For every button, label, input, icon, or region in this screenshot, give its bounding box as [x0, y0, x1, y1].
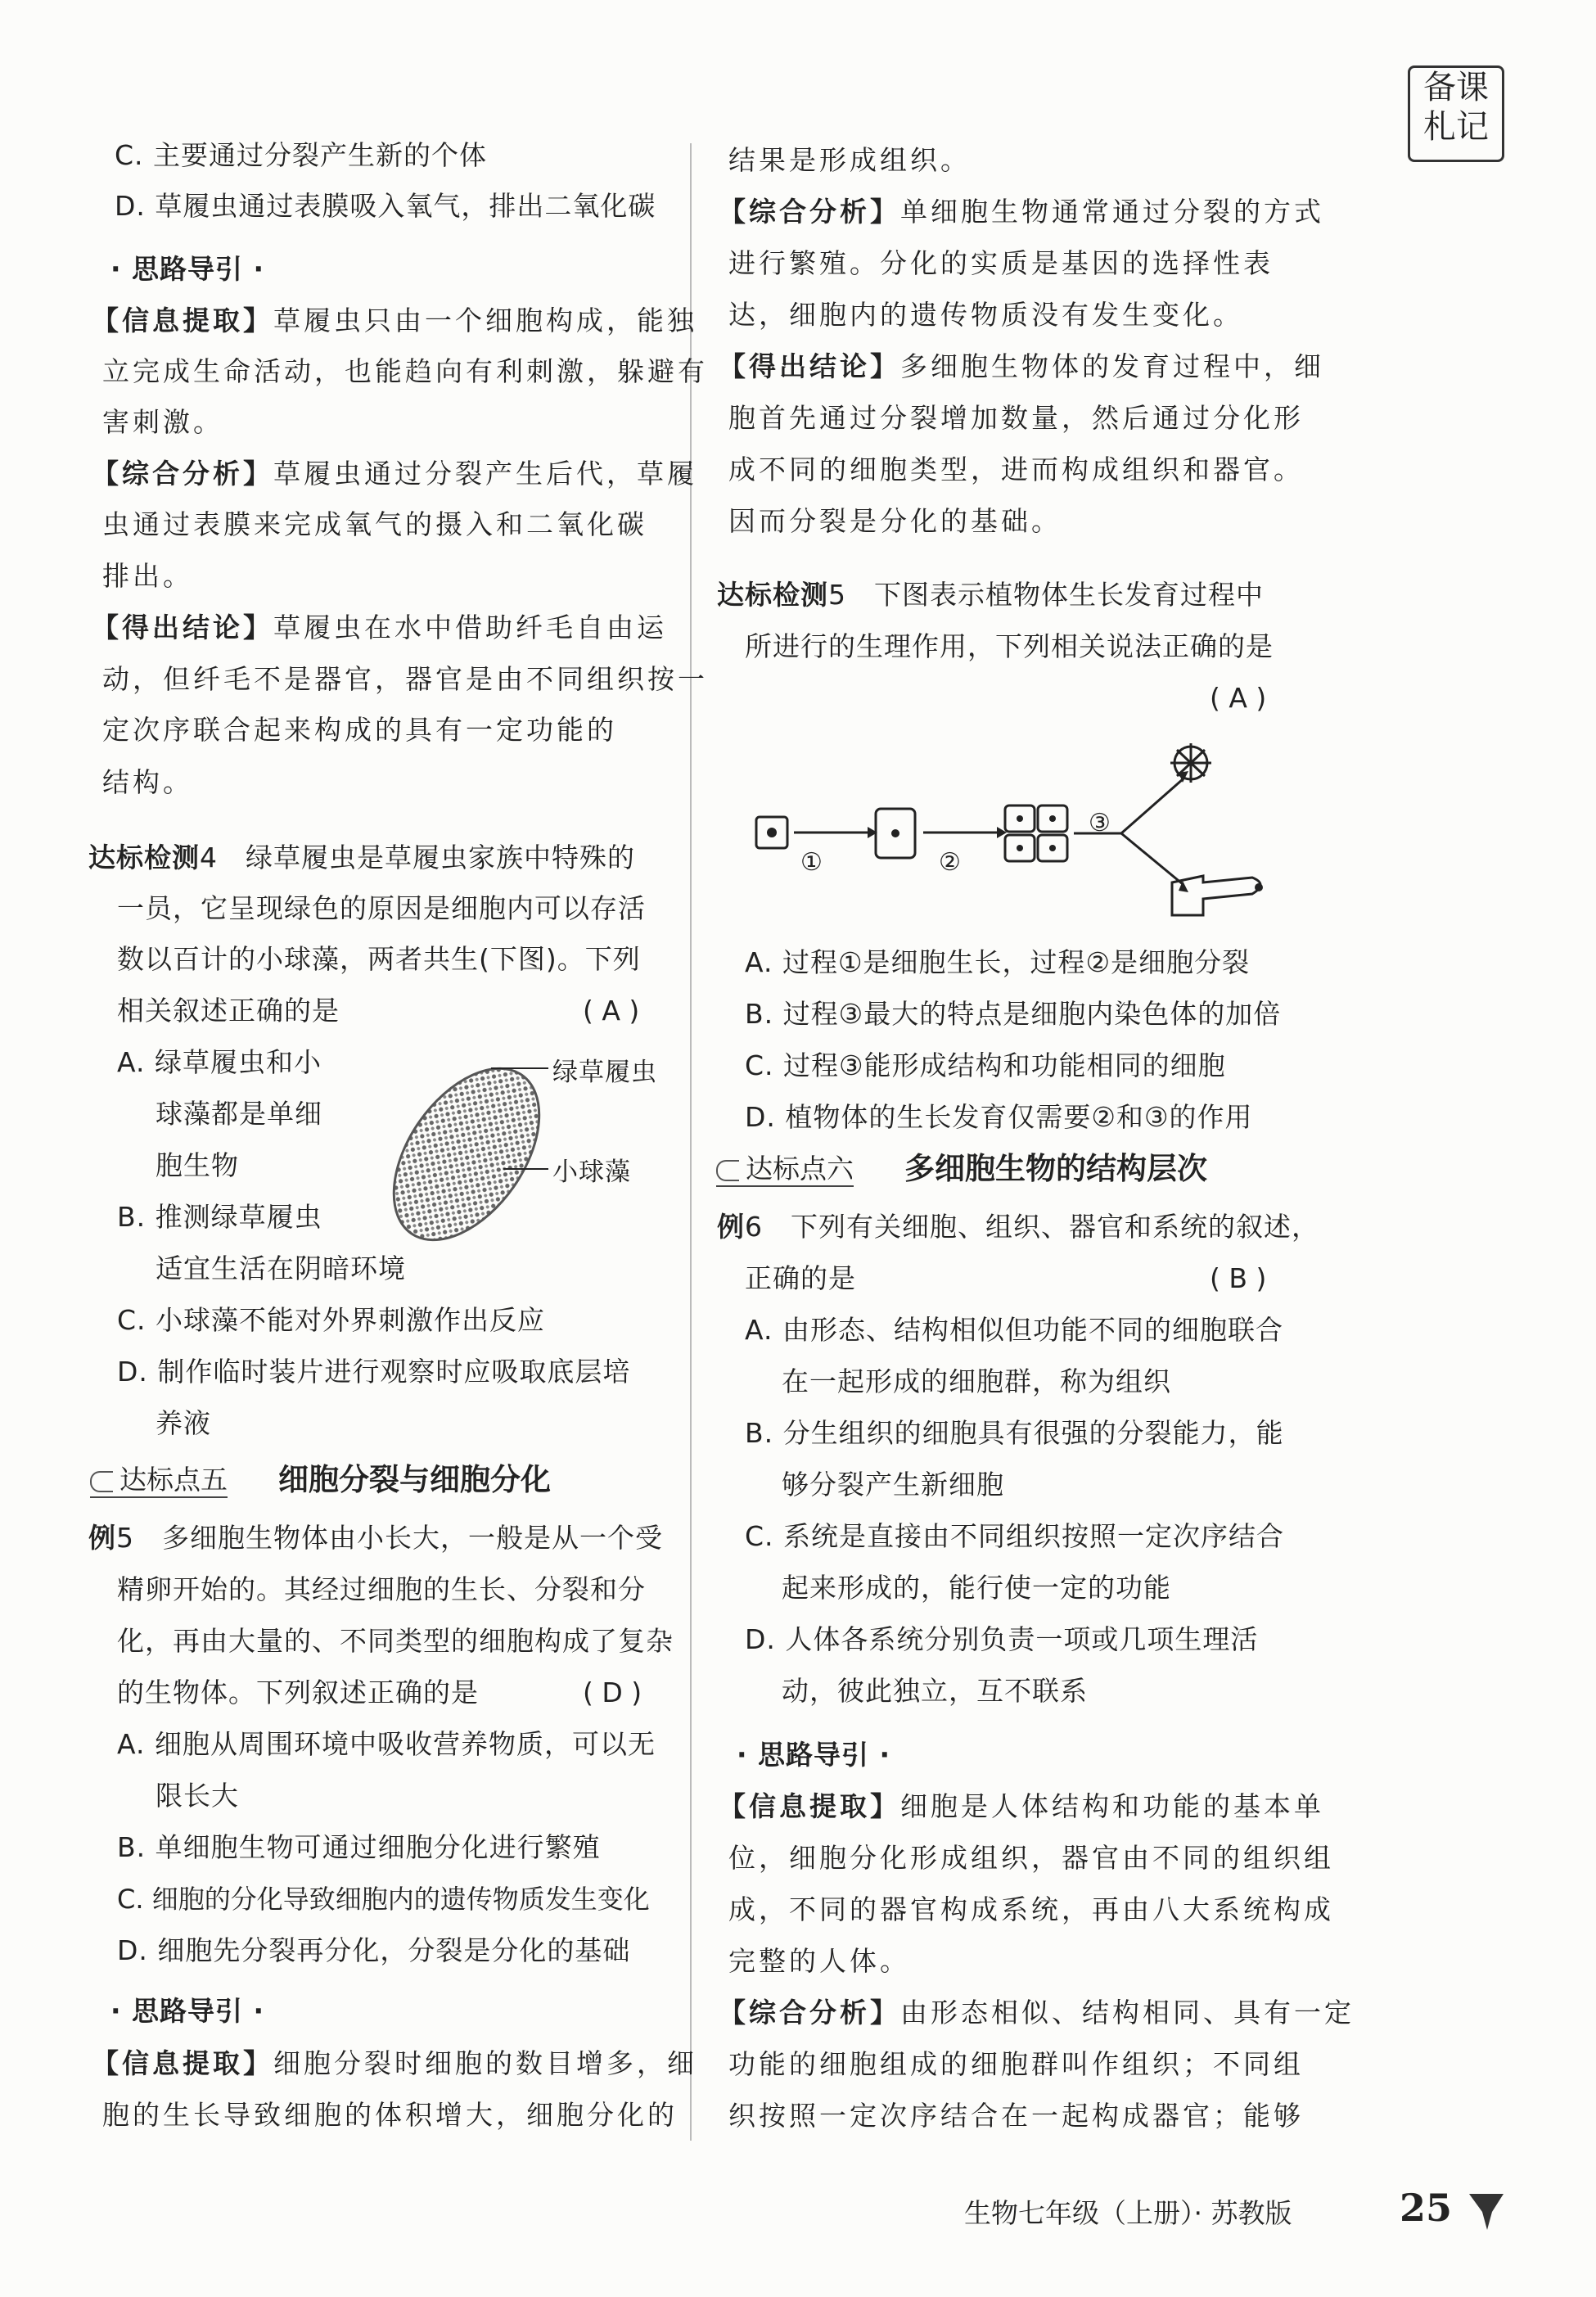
info-line: 位，细胞分化形成组织，器官由不同的组织组: [728, 1842, 1334, 1874]
analysis-tag: 【综合分析】: [719, 196, 900, 228]
question-4-stem: 数以百计的小球藻，两者共生(下图)。下列: [117, 943, 641, 975]
option-c: C. 系统是直接由不同组织按照一定次序结合: [745, 1520, 1285, 1552]
analysis-line: 进行繁殖。分化的实质是基因的选择性表: [728, 247, 1274, 279]
example-6-stem: 例6 下列有关细胞、组织、器官和系统的叙述，: [717, 1211, 1319, 1243]
answer-6: ( B ): [1210, 1262, 1267, 1294]
option-d: D. 细胞先分裂再分化，分裂是分化的基础: [117, 1934, 631, 1966]
process-label-3: ③: [1089, 809, 1111, 837]
prev-option-c: C. 主要通过分裂产生新的个体: [115, 139, 488, 171]
option-b: B. 分生组织的细胞具有很强的分裂能力，能: [745, 1417, 1284, 1449]
info-tag: 【信息提取】: [719, 1790, 900, 1822]
info-line: 胞的生长导致细胞的体积增大，细胞分化的: [102, 2099, 678, 2131]
corner-ornament-icon: [1461, 2187, 1510, 2233]
example-label: 例: [717, 1211, 745, 1243]
conclusion-line: 胞首先通过分裂增加数量，然后通过分化形: [728, 402, 1304, 434]
process-label-2: ②: [939, 848, 962, 877]
option-b: 够分裂产生新细胞: [782, 1469, 1004, 1500]
option-a: 球藻都是单细: [156, 1098, 322, 1130]
option-b: 适宜生活在阴暗环境: [156, 1252, 406, 1284]
conclusion-line: 【得出结论】草履虫在水中借助纤毛自由运: [92, 611, 667, 643]
answer-4: ( A ): [583, 995, 640, 1027]
section-tag: 达标点五: [90, 1464, 228, 1498]
option-d: D. 制作临时装片进行观察时应吸取底层培: [117, 1356, 631, 1388]
example-5-stem: 的生物体。下列叙述正确的是: [117, 1676, 479, 1708]
info-line: 【信息提取】细胞是人体结构和功能的基本单: [719, 1790, 1324, 1822]
option-a: 在一起形成的细胞群，称为组织: [782, 1365, 1171, 1397]
guide-title: · 思路导引 ·: [737, 1739, 891, 1771]
section-title: 多细胞生物的结构层次: [904, 1151, 1207, 1186]
stamp-line-1: 备课: [1423, 69, 1489, 106]
section-chevron-icon: [90, 1471, 113, 1492]
question-5-stem: 达标检测5 下图表示植物体生长发育过程中: [717, 579, 1264, 611]
option-d: 动，彼此独立，互不联系: [782, 1675, 1088, 1707]
prev-option-d: D. 草履虫通过表膜吸入氧气，排出二氧化碳: [115, 190, 656, 222]
conclusion-line: 结构。: [102, 766, 193, 798]
conclusion-line: 定次序联合起来构成的具有一定功能的: [102, 714, 617, 746]
example-5-stem: 精卵开始的。其经过细胞的生长、分裂和分: [117, 1573, 646, 1605]
info-line: 成，不同的器官构成系统，再由八大系统构成: [728, 1893, 1334, 1925]
question-5-stem: 所进行的生理作用，下列相关说法正确的是: [745, 630, 1274, 662]
info-line: 【信息提取】草履虫只由一个细胞构成，能独: [92, 305, 697, 336]
conclusion-line: 成不同的细胞类型，进而构成组织和器官。: [728, 454, 1304, 485]
figure-label: 绿草履虫: [552, 1058, 657, 1087]
option-a: A. 由形态、结构相似但功能不同的细胞联合: [745, 1314, 1283, 1346]
conclusion-line: 【得出结论】多细胞生物体的发育过程中，细: [719, 350, 1324, 382]
conclusion-line: 动，但纤毛不是器官，器官是由不同组织按一: [102, 663, 708, 695]
analysis-line: 达，细胞内的遗传物质没有发生变化。: [728, 299, 1243, 331]
analysis-line: 织按照一定次序结合在一起构成器官；能够: [728, 2100, 1304, 2132]
option-c: C. 细胞的分化导致细胞内的遗传物质发生变化: [117, 1884, 650, 1915]
process-label-1: ①: [800, 848, 823, 877]
guide-title: · 思路导引 ·: [110, 253, 265, 285]
analysis-line: 【综合分析】草履虫通过分裂产生后代，草履: [92, 458, 697, 490]
stamp-line-2: 札记: [1423, 108, 1489, 146]
conclusion-tag: 【得出结论】: [719, 350, 900, 382]
answer-q5: ( A ): [1210, 682, 1267, 714]
option-d: D. 植物体的生长发育仅需要②和③的作用: [745, 1101, 1253, 1133]
example-5-stem: 化，再由大量的、不同类型的细胞构成了复杂: [117, 1625, 674, 1657]
example-label: 例: [88, 1522, 116, 1554]
option-b: B. 单细胞生物可通过细胞分化进行繁殖: [117, 1831, 601, 1863]
figure-label: 小球藻: [552, 1158, 631, 1187]
option-c: C. 小球藻不能对外界刺激作出反应: [117, 1304, 546, 1336]
info-tag: 【信息提取】: [92, 305, 273, 336]
notes-stamp: [1408, 65, 1504, 162]
option-a: A. 细胞从周围环境中吸收营养物质，可以无: [117, 1728, 656, 1760]
analysis-tag: 【综合分析】: [719, 1997, 900, 2028]
question-4-stem: 一员，它呈现绿色的原因是细胞内可以存活: [117, 892, 646, 924]
example-5-stem: 例5 多细胞生物体由小长大，一般是从一个受: [88, 1522, 663, 1554]
section-tag: 达标点六: [716, 1153, 854, 1187]
conclusion-tag: 【得出结论】: [92, 611, 273, 643]
option-a: 胞生物: [156, 1149, 239, 1181]
section-chevron-icon: [716, 1160, 739, 1181]
info-line: 结果是形成组织。: [728, 144, 971, 176]
question-4-stem: 相关叙述正确的是: [117, 995, 340, 1027]
info-line: 立完成生命活动，也能趋向有利刺激，躲避有: [102, 355, 708, 387]
analysis-line: 功能的细胞组成的细胞群叫作组织；不同组: [728, 2048, 1304, 2080]
info-line: 【信息提取】细胞分裂时细胞的数目增多，细: [92, 2047, 697, 2079]
option-a: A. 绿草履虫和小: [117, 1046, 322, 1078]
page-number: 25: [1400, 2186, 1453, 2230]
question-4-stem: 达标检测4 绿草履虫是草履虫家族中特殊的: [88, 842, 635, 873]
question-label: 达标检测: [717, 579, 828, 611]
option-d: 养液: [156, 1407, 211, 1439]
analysis-line: 虫通过表膜来完成氧气的摄入和二氧化碳: [102, 508, 647, 540]
analysis-line: 【综合分析】单细胞生物通常通过分裂的方式: [719, 196, 1324, 228]
column-divider: [690, 143, 692, 2141]
option-c: C. 过程③能形成结构和功能相同的细胞: [745, 1049, 1226, 1081]
analysis-line: 【综合分析】由形态相似、结构相同、具有一定: [719, 1997, 1355, 2028]
guide-title: · 思路导引 ·: [110, 1995, 265, 2027]
info-line: 害刺激。: [102, 406, 223, 438]
example-6-stem: 正确的是: [745, 1262, 856, 1294]
analysis-tag: 【综合分析】: [92, 458, 273, 490]
conclusion-line: 因而分裂是分化的基础。: [728, 505, 1062, 537]
section-title: 细胞分裂与细胞分化: [278, 1462, 551, 1497]
option-b: B. 过程③最大的特点是细胞内染色体的加倍: [745, 998, 1282, 1030]
option-a: A. 过程①是细胞生长，过程②是细胞分裂: [745, 946, 1251, 978]
info-line: 完整的人体。: [728, 1945, 910, 1977]
book-title: 生物七年级（上册）· 苏教版: [964, 2197, 1292, 2229]
info-tag: 【信息提取】: [92, 2047, 273, 2079]
question-label: 达标检测: [88, 842, 200, 873]
option-b: B. 推测绿草履虫: [117, 1201, 322, 1233]
option-a: 限长大: [156, 1780, 239, 1812]
option-d: D. 人体各系统分别负责一项或几项生理活: [745, 1623, 1259, 1655]
plant-development-figure: [745, 720, 1301, 917]
answer-5: ( D ): [583, 1676, 642, 1708]
analysis-line: 排出。: [102, 560, 193, 592]
option-c: 起来形成的，能行使一定的功能: [782, 1572, 1171, 1604]
